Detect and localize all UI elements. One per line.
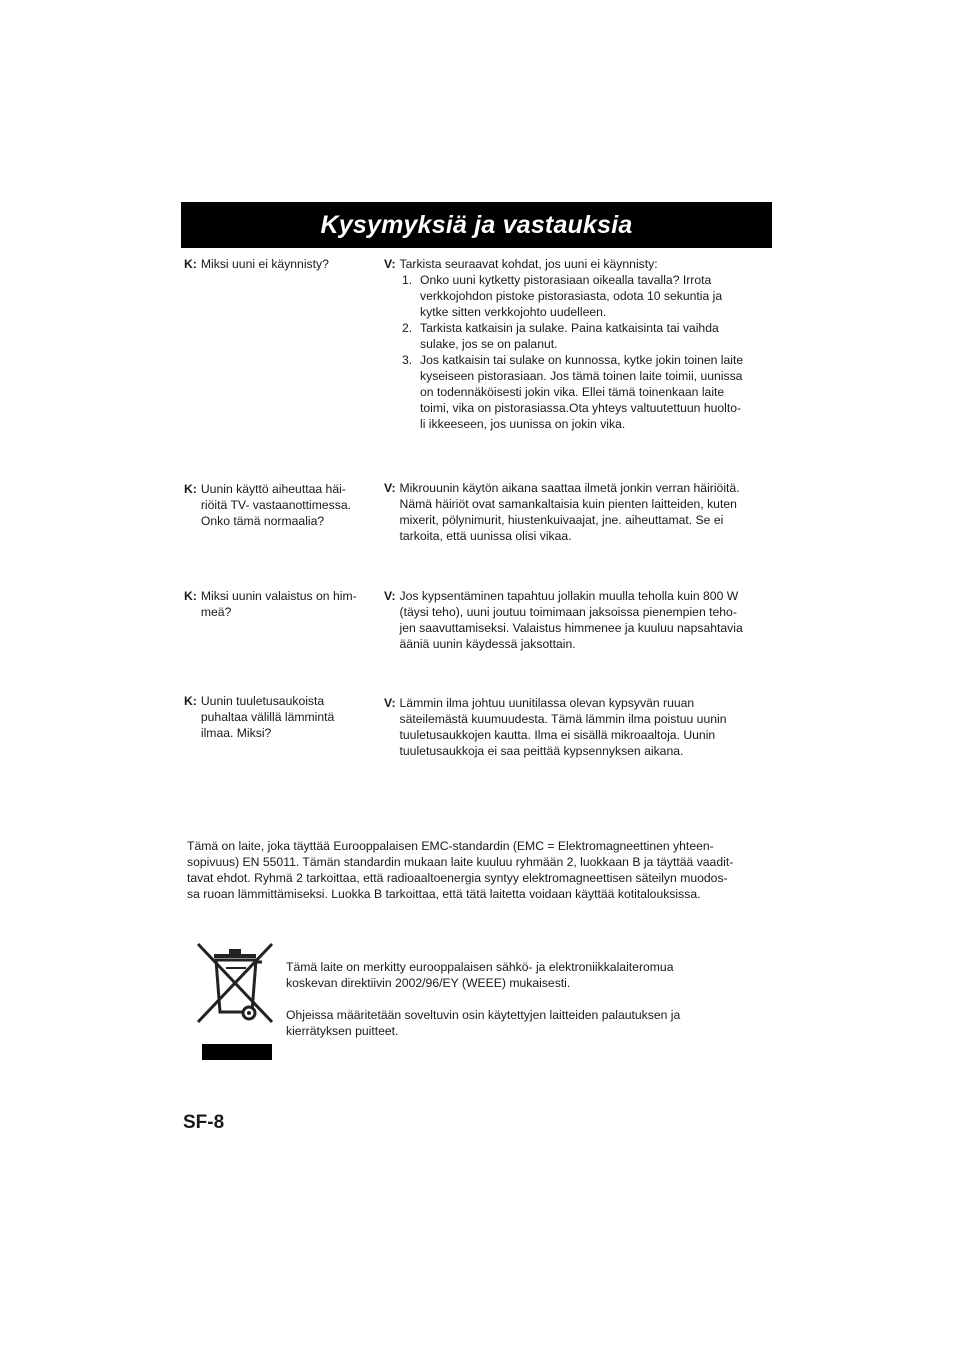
question-text: Uunin käyttö aiheuttaa häi- riöitä TV- vastaanottimessa. Onko tämä normaalia? — [200, 482, 352, 528]
crossed-out-wheelie-bin-icon — [196, 940, 276, 1064]
answer-4 — [384, 695, 774, 759]
answer-intro: Tarkista seuraavat kohdat, jos uuni ei käynnisty: — [399, 257, 658, 271]
weee-statement — [286, 959, 756, 1055]
weee-paragraph-2: Ohjeissa määritetään soveltuvin osin käytettyjen laitteiden palautuksen ja kierrätyksen puitteet. — [286, 1008, 681, 1038]
question-2 — [184, 481, 374, 529]
step-text: Onko uuni kytketty pistorasiaan oikealla tavalla? Irrota verkkojohdon pistoke pistorasiasta, odota 10 sekuntia ja kytke sitten verkkojohto uudelleen. — [420, 273, 723, 319]
answer-label: V: — [384, 481, 396, 495]
answer-label: V: — [384, 589, 396, 603]
answer-text: Lämmin ilma johtuu uunitilassa olevan kypsyvän ruuan säteilemästä kuumuudesta. Tämä lämmin ilma poistuu uunin tuuletusaukkojen kautta. Ilma ei sisällä mikroaaltoja. Uunin tuuletusaukkoja ei saa peittää kypsennyksen aikana. — [399, 696, 727, 758]
question-label: K: — [184, 589, 197, 603]
answer-label: V: — [384, 257, 396, 271]
question-text: Miksi uuni ei käynnisty? — [200, 257, 329, 271]
question-4 — [184, 693, 374, 741]
answer-text: Jos kypsentäminen tapahtuu jollakin muulla teholla kuin 800 W (täysi teho), uuni joutuu toimimaan jaksoissa pienempien teho- jen saavuttamiseksi. Valaistus himmenee ja kuuluu napsahtavia ääniä uunin käydessä jaksottain. — [399, 589, 743, 651]
answer-3 — [384, 588, 774, 652]
weee-paragraph-1: Tämä laite on merkitty eurooppalaisen sähkö- ja elektroniikkalaiteromua koskevan direktiivin 2002/96/EY (WEEE) mukaisesti. — [286, 960, 674, 990]
question-text: Miksi uunin valaistus on him- meä? — [200, 589, 357, 619]
answer-1 — [384, 256, 774, 432]
answer-label: V: — [384, 696, 396, 710]
answer-2 — [384, 480, 774, 544]
answer-text: Mikrouunin käytön aikana saattaa ilmetä jonkin verran häiriöitä. Nämä häiriöt ovat samankaltaisia kuin pienten laitteiden, kuten mixerit, pölynimurit, hiustenkuivaajat, jne. aiheuttamat. Se ei tarkoita, että uunissa olisi vikaa. — [399, 481, 740, 543]
page-number: SF-8 — [183, 1112, 225, 1133]
question-text: Uunin tuuletusaukoista puhaltaa välillä lämmintä ilmaa. Miksi? — [200, 694, 335, 740]
question-label: K: — [184, 694, 197, 708]
step-number: 1. — [402, 273, 413, 287]
answer-steps — [402, 272, 774, 432]
list-item — [402, 272, 774, 320]
emc-statement: Tämä on laite, joka täyttää Eurooppalaisen EMC-standardin (EMC = Elektromagneettinen yhteen- sopivuus) EN 55011. Tämän standardin mukaan laite kuuluu ryhmään 2, luokkaan B ja täyttää vaadit- tavat ehdot. Ryhmä 2 tarkoittaa, että radioaaltoenergia syntyy elektromagneettisen säteilyn muodos- sa ruoan lämmittämiseksi. Luokka B tarkoittaa, että tätä laitetta voidaan käyttää kotitalouksissa. — [187, 839, 734, 901]
question-1 — [184, 256, 374, 272]
question-label: K: — [184, 482, 197, 496]
step-number: 3. — [402, 353, 413, 367]
step-number: 2. — [402, 321, 413, 335]
question-label: K: — [184, 257, 197, 271]
title-bar — [181, 202, 772, 248]
step-text: Jos katkaisin tai sulake on kunnossa, kytke jokin toinen laite kyseiseen pistorasiaan. Jos tämä toinen laite toimii, uunissa on todennäköisesti jokin vika. Ellei tämä toinenkaan laite toimi, vika on pistorasiassa.Ota yhteys valtuutettuun huolto- li ikkeeseen, jos uunissa on jokin vika. — [420, 353, 744, 431]
step-text: Tarkista katkaisin ja sulake. Paina katkaisinta tai vaihda sulake, jos se on palanut. — [420, 321, 719, 351]
list-item — [402, 320, 774, 352]
page-title: Kysymyksiä ja vastauksia — [320, 210, 633, 239]
question-3 — [184, 588, 374, 620]
list-item — [402, 352, 774, 432]
